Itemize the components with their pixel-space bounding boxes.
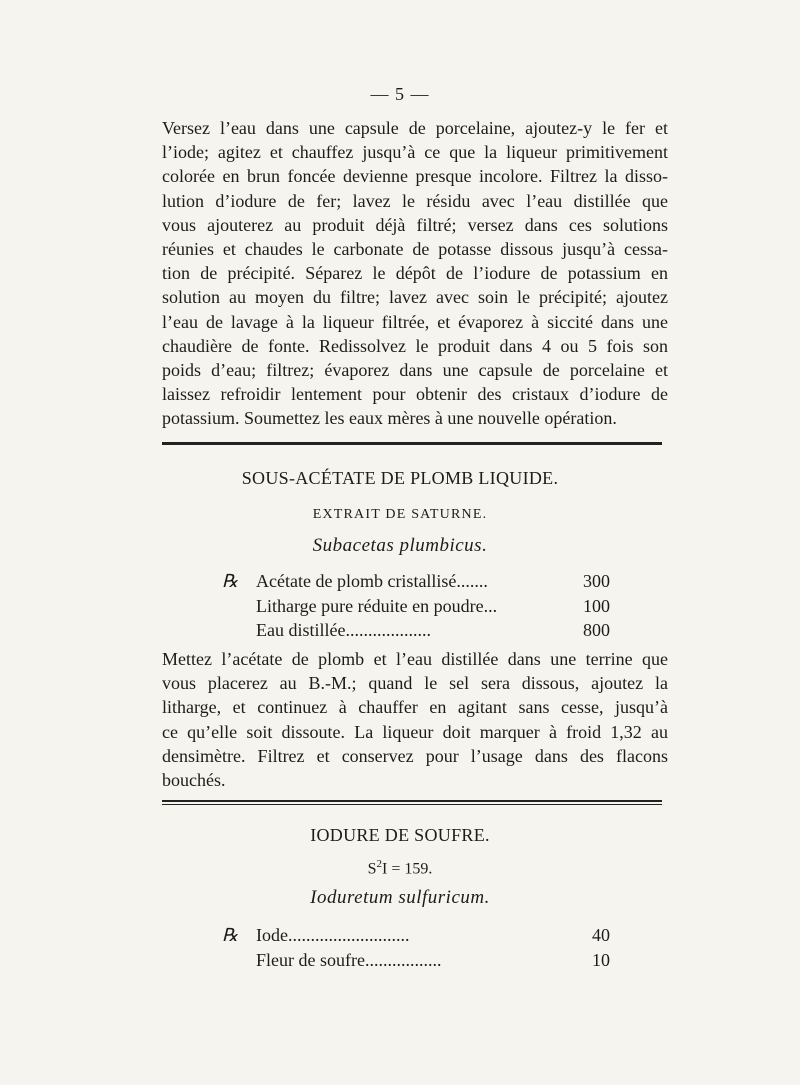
text-line: vous ajouterez au produit déjà filtré; versez dans ces solutions [162, 214, 668, 235]
chemical-formula [0, 858, 800, 878]
text-line: chaudière de fonte. Redissolvez le produit dans 4 ou 5 fois son [162, 335, 668, 356]
paragraph-sous-acetate-instructions [162, 647, 668, 792]
text-line: litharge, et continuez à chauffer en agitant sans cesse, jusqu’à [162, 697, 668, 718]
ingredient-quantity: 10 [592, 950, 610, 970]
text-line: bouchés. [162, 770, 226, 791]
text-line: tion de précipité. Séparez le dépôt de l’iodure de potassium en [162, 263, 668, 284]
formula-subscript: 2 [376, 858, 383, 870]
ingredient-row [0, 950, 800, 974]
formula-element: S [367, 860, 377, 878]
ingredient-quantity: 300 [583, 571, 610, 591]
ingredient-row [0, 596, 800, 620]
section-divider-thin [162, 804, 662, 805]
text-line: Mettez l’acétate de plomb et l’eau distillée dans une terrine que [162, 649, 668, 669]
section-divider [162, 442, 662, 445]
section-divider [162, 800, 662, 802]
latin-name-subacetas: Subacetas plumbicus. [312, 535, 488, 556]
paragraph-iodure-potassium [162, 116, 668, 431]
ingredient-name: Acétate de plomb cristallisé....... [256, 571, 488, 591]
section-subtitle-extrait: EXTRAIT DE SATURNE. [312, 507, 488, 522]
text-line: lution d’iodure de fer; lavez le résidu avec l’eau distillée que [162, 190, 668, 211]
text-line: solution au moyen du filtre; lavez avec soin le précipité; ajoutez [162, 287, 668, 308]
text-line: réunies et chaudes le carbonate de potasse dissous jusqu’à cessa- [162, 239, 668, 260]
text-line: poids d’eau; filtrez; évaporez dans une capsule de porcelaine et [162, 360, 668, 381]
text-line: laissez refroidir lentement pour obtenir des cristaux d’iodure de [162, 384, 668, 405]
text-line: Versez l’eau dans une capsule de porcelaine, ajoutez-y le fer et [162, 118, 668, 138]
ingredient-name: Litharge pure réduite en poudre... [256, 596, 498, 616]
ingredient-row [0, 620, 800, 644]
text-line: l’iode; agitez et chauffez jusqu’à ce que la liqueur primitivement [162, 142, 668, 163]
page-number: — 5 — [370, 84, 430, 104]
text-line: ce qu’elle soit dissoute. La liqueur doit marquer à froid 1,32 au [162, 721, 668, 742]
latin-name-ioduretum: Ioduretum sulfuricum. [310, 887, 490, 908]
ingredient-quantity: 800 [583, 620, 610, 640]
section-title-sous-acetate: SOUS-ACÉTATE DE PLOMB LIQUIDE. [241, 468, 559, 488]
formula-rest: I = 159. [382, 860, 433, 878]
text-line: densimètre. Filtrez et conservez pour l’usage dans des flacons [162, 745, 668, 766]
text-line: vous placerez au B.-M.; quand le sel sera dissous, ajoutez la [162, 673, 668, 694]
text-line: colorée en brun foncée devienne presque incolore. Filtrez la disso- [162, 166, 668, 187]
ingredient-name: Iode........................... [256, 925, 410, 945]
text-line: potassium. Soumettez les eaux mères à une nouvelle opération. [162, 408, 617, 429]
ingredient-name: Eau distillée................... [256, 620, 431, 640]
ingredient-quantity: 100 [583, 596, 610, 616]
ingredient-row [0, 925, 800, 949]
text-line: l’eau de lavage à la liqueur filtrée, et évaporez à siccité dans une [162, 311, 668, 332]
section-title-iodure-soufre: IODURE DE SOUFRE. [310, 825, 490, 845]
recipe-symbol: ℞ [222, 925, 239, 945]
ingredient-row [0, 571, 800, 595]
recipe-symbol: ℞ [222, 571, 239, 591]
ingredient-quantity: 40 [592, 925, 610, 945]
ingredient-name: Fleur de soufre................. [256, 950, 442, 970]
